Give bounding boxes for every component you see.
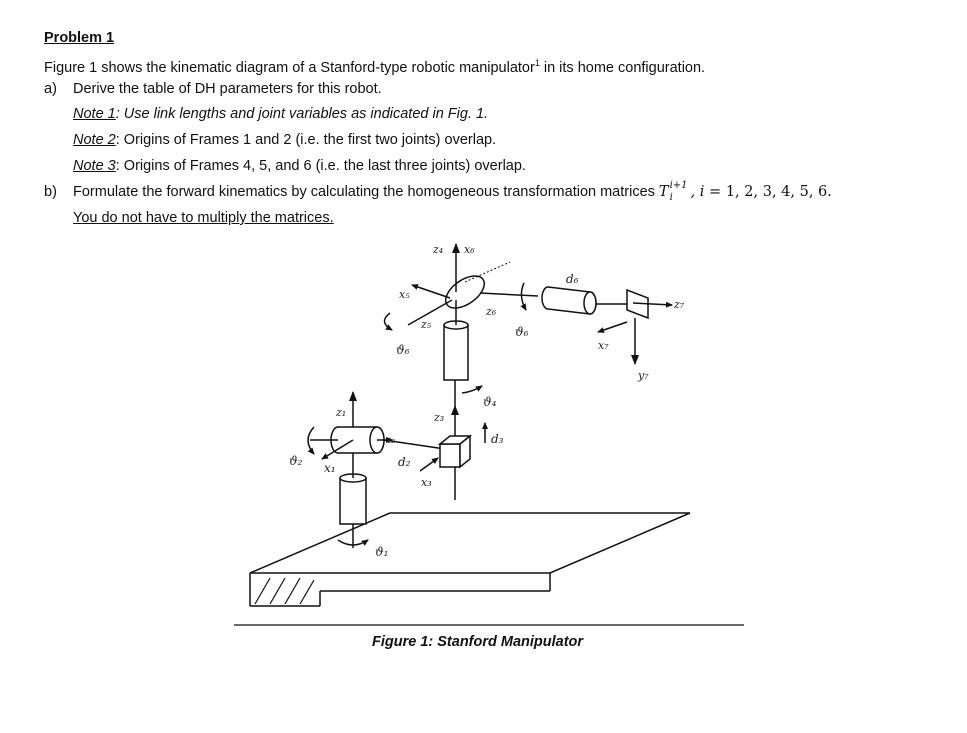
footnote-marker: 1	[534, 58, 540, 68]
label-y7: y₇	[638, 369, 649, 382]
theta6-rotation-arrow-right	[521, 283, 526, 310]
x7-axis	[598, 322, 627, 332]
label-theta6-right: ϑ₆	[515, 325, 529, 339]
label-d2: d₂	[398, 455, 411, 469]
label-d3: d₃	[491, 432, 504, 446]
label-d6: d₆	[566, 272, 579, 286]
label-x3: x₃	[421, 476, 432, 489]
index-eq: , i =	[690, 184, 726, 200]
note-3-text: : Origins of Frames 4, 5, and 6 (i.e. the last three joints) overlap.	[115, 158, 526, 174]
z6-axis	[480, 293, 538, 296]
part-a-label: a)	[44, 81, 57, 97]
theta4-rotation-arrow	[462, 386, 482, 393]
part-b-sentence: Formulate the forward kinematics by calculating the homogeneous transformation matrices	[73, 184, 659, 200]
prismatic-cube-front	[440, 444, 460, 467]
base-hatching	[255, 578, 314, 604]
label-z5: z₅	[421, 318, 432, 331]
part-b-label: b)	[44, 184, 57, 200]
part-a-text: Derive the table of DH parameters for this robot.	[73, 81, 382, 97]
matrix-base: T	[658, 184, 669, 200]
problem-heading: Problem 1	[44, 30, 115, 46]
joint1-cylinder	[340, 478, 366, 524]
theta6-rotation-arrow-left	[384, 313, 392, 330]
note-1-label: Note 1	[73, 106, 116, 122]
base-platform-top	[250, 513, 690, 573]
figure-caption: Figure 1: Stanford Manipulator	[372, 634, 584, 650]
label-z1: z₁	[336, 406, 347, 419]
label-theta1: ϑ₁	[375, 545, 389, 559]
label-theta4: ϑ₄	[483, 395, 497, 409]
label-x5: x₅	[399, 288, 410, 301]
wrist-disk	[440, 270, 490, 315]
label-x1: x₁	[324, 461, 336, 475]
label-x7: x₇	[598, 339, 609, 352]
intro-text-end: in its home configuration.	[539, 59, 706, 76]
d2-arrow	[420, 458, 438, 471]
label-z2: z₂	[386, 435, 396, 446]
note-2-label: Note 2	[73, 132, 116, 148]
x5-axis	[412, 285, 450, 298]
note-3-label: Note 3	[73, 158, 116, 174]
note-1-text: : Use link lengths and joint variables as indicated in Fig. 1.	[115, 106, 489, 122]
part-b-line2: You do not have to multiply the matrices.	[73, 210, 334, 226]
tool-cylinder-front	[584, 292, 596, 314]
label-theta2: ϑ₂	[289, 454, 303, 468]
label-z7: z₇	[674, 298, 685, 311]
intro-text: Figure 1 shows the kinematic diagram of a Stanford-type robotic manipulator	[44, 59, 535, 76]
index-values: 1, 2, 3, 4, 5, 6.	[725, 184, 832, 200]
label-z3: z₃	[434, 411, 445, 424]
matrix-sup: i+1	[669, 180, 688, 191]
label-theta6-left: ϑ₆	[396, 343, 410, 357]
label-z6: z₆	[486, 305, 497, 318]
note-2-text: : Origins of Frames 1 and 2 (i.e. the first two joints) overlap.	[115, 132, 497, 148]
joint4-cylinder	[444, 325, 468, 380]
matrix-sub: i	[669, 192, 673, 203]
label-z4: z₄	[433, 243, 444, 256]
label-x6: x₆	[464, 243, 475, 256]
